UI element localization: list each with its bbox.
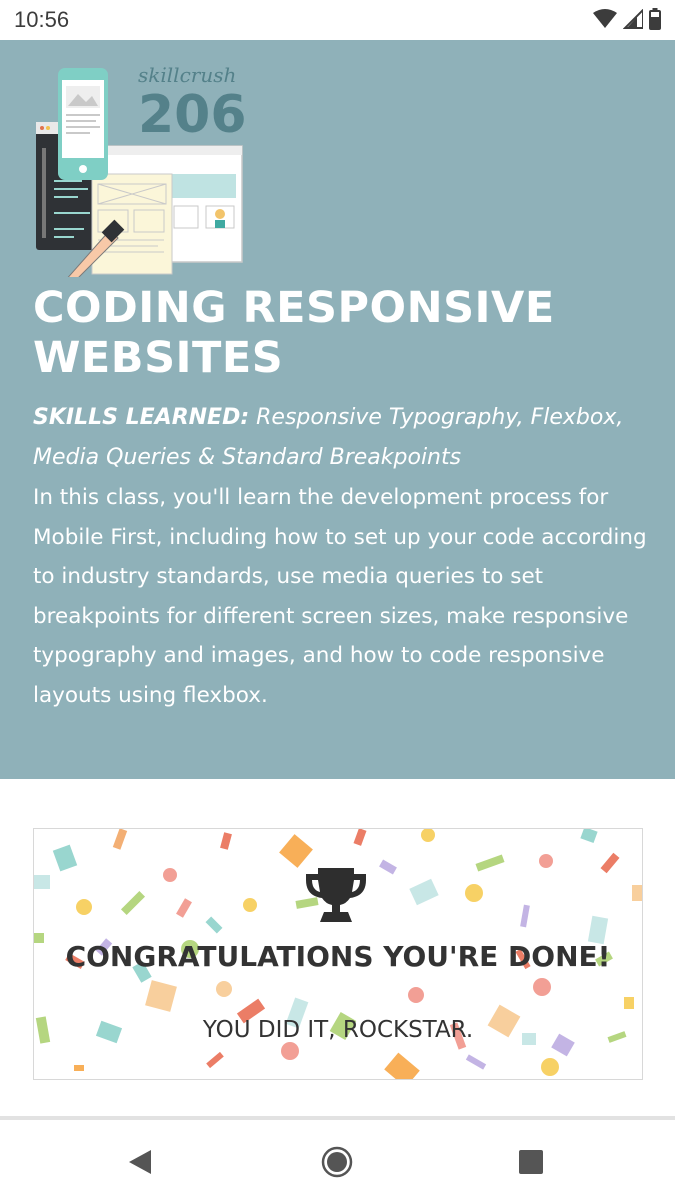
navigation-bar [0,1120,675,1200]
course-description: In this class, you'll learn the development process for Mobile First, including how to set up your code according to industry standards, use media queries to set breakpoints for different screen sizes, make responsive typography and images, and how to code responsive layouts using flexbox. [33,485,647,708]
congratulations-title: CONGRATULATIONS YOU'RE DONE! [65,940,611,973]
svg-text:206: 206 [138,85,246,145]
recents-icon[interactable] [509,1140,553,1184]
skills-learned [33,398,643,478]
battery-icon [649,8,661,34]
status-icons [593,8,661,34]
svg-text:skillcrush: skillcrush [138,63,237,87]
course-hero [0,40,675,779]
status-time: 10:56 [14,7,70,32]
trophy-icon [304,864,368,926]
back-icon[interactable] [118,1140,162,1184]
skills-value: Responsive Typography, Flexbox, Media Queries & Standard Breakpoints [33,405,624,470]
congratulations-card [33,828,643,1080]
wifi-icon [593,9,617,33]
course-title: CODING RESPONSIVE WEBSITES [33,283,555,383]
home-icon[interactable] [315,1140,359,1184]
congratulations-subtitle: YOU DID IT, ROCKSTAR. [202,1017,474,1043]
course-badge-illustration [34,62,246,277]
skills-label: SKILLS LEARNED: [33,405,250,430]
signal-icon [623,9,643,33]
status-bar [0,0,675,40]
